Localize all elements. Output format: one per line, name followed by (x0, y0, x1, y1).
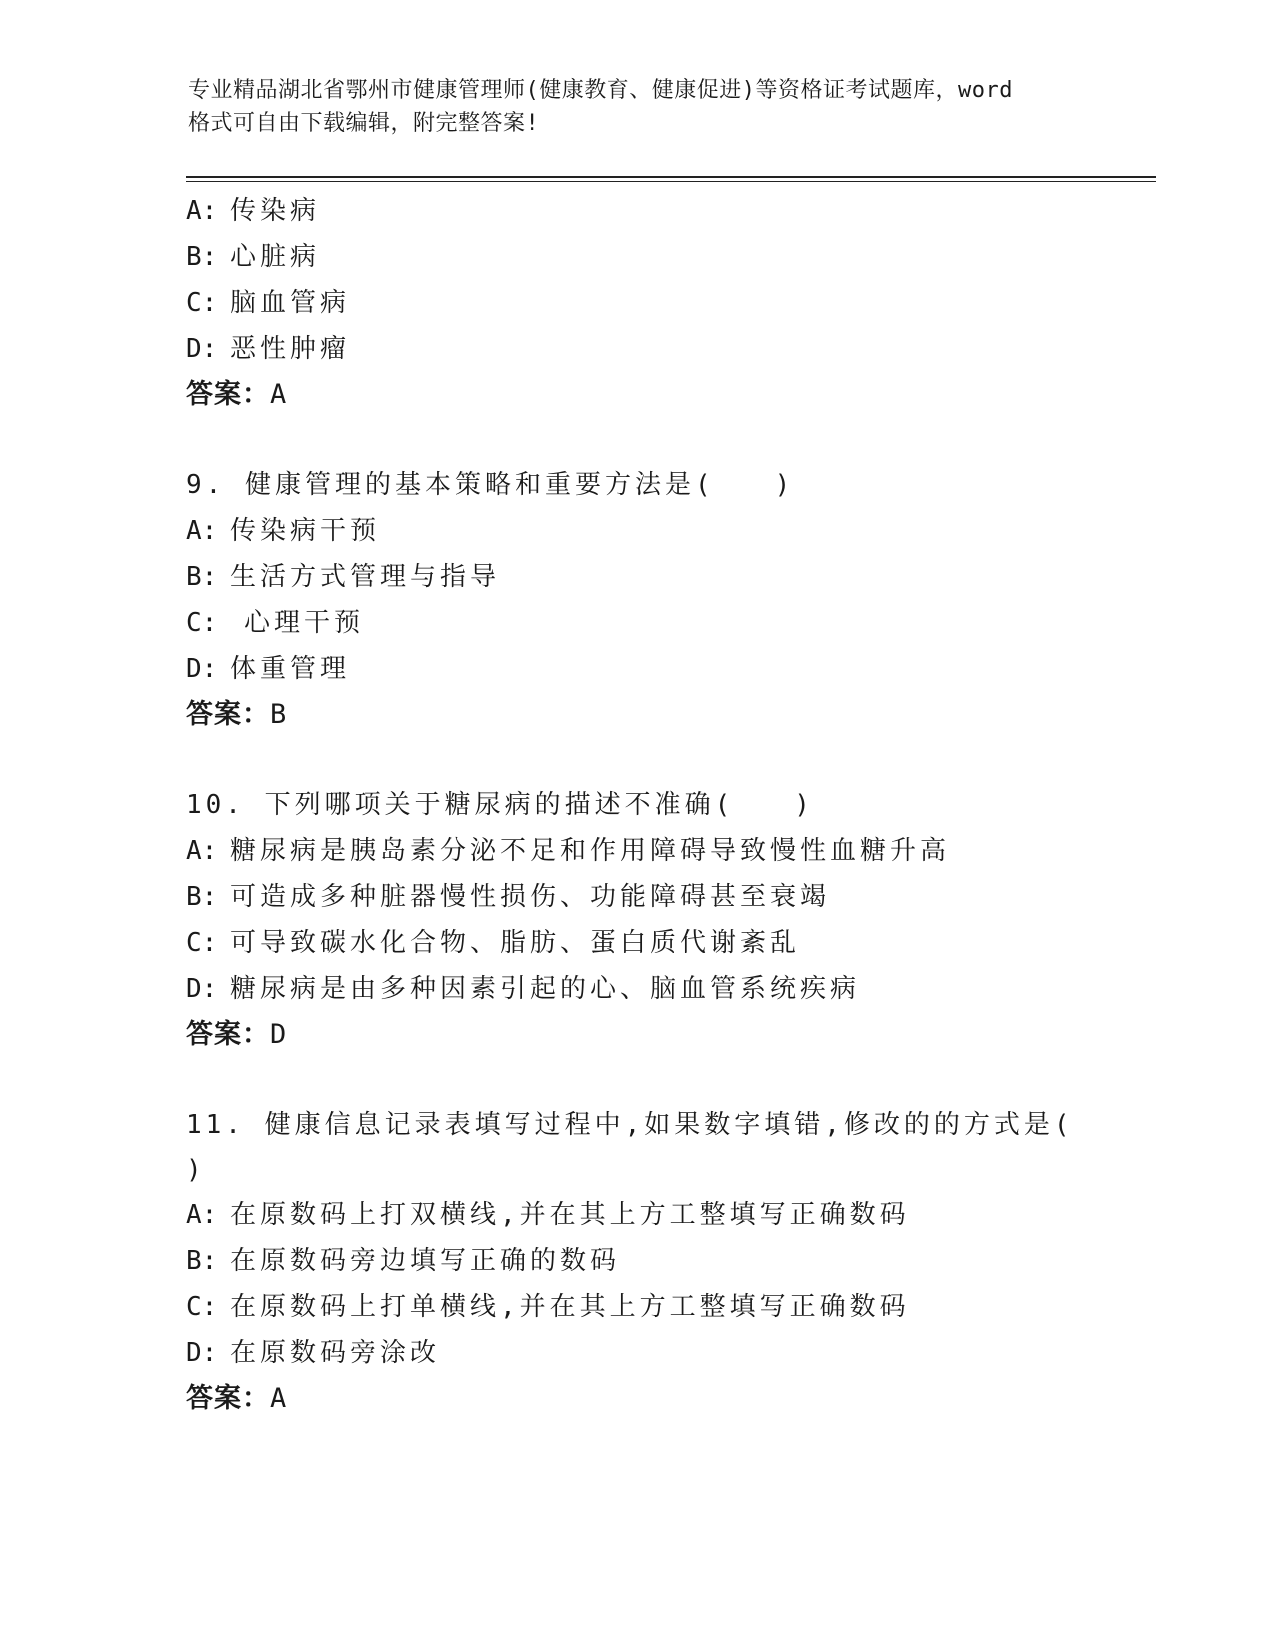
header-line-2: 格式可自由下载编辑，附完整答案! (188, 111, 540, 136)
answer-line: 答案：A (186, 379, 288, 410)
option-c: C: 可导致碳水化合物、脂肪、蛋白质代谢紊乱 (186, 928, 801, 958)
header-line-1: 专业精品湖北省鄂州市健康管理师(健康教育、健康促进)等资格证考试题库，word (188, 78, 1013, 103)
option-a: A: 糖尿病是胰岛素分泌不足和作用障碍导致慢性血糖升高 (186, 836, 951, 866)
option-b: B: 生活方式管理与指导 (186, 562, 501, 592)
answer-line: 答案：D (186, 1019, 288, 1050)
option-c: C: 在原数码上打单横线,并在其上方工整填写正确数码 (186, 1292, 910, 1322)
option-d: D: 在原数码旁涂改 (186, 1338, 441, 1368)
option-d: D: 糖尿病是由多种因素引起的心、脑血管系统疾病 (186, 974, 861, 1004)
question-9 (186, 462, 1166, 738)
question-10 (186, 782, 1166, 1058)
question-list (186, 188, 1166, 1422)
question-8 (186, 188, 1166, 418)
answer-line: 答案：B (186, 699, 288, 730)
option-b: B: 在原数码旁边填写正确的数码 (186, 1246, 621, 1276)
question-stem: 9. 健康管理的基本策略和重要方法是( ) (186, 470, 795, 500)
document-header (188, 74, 1088, 140)
option-a: A: 在原数码上打双横线,并在其上方工整填写正确数码 (186, 1200, 910, 1230)
option-b: B: 心脏病 (186, 242, 321, 272)
answer-line: 答案：A (186, 1383, 288, 1414)
question-stem: 11. 健康信息记录表填写过程中,如果数字填错,修改的的方式是( (186, 1110, 1074, 1140)
option-d: D: 体重管理 (186, 654, 351, 684)
option-a: A: 传染病干预 (186, 516, 381, 546)
header-rule-thin (186, 181, 1156, 182)
question-stem-continuation: ) (186, 1155, 206, 1185)
question-11 (186, 1102, 1166, 1422)
option-a: A: 传染病 (186, 196, 321, 226)
question-stem: 10. 下列哪项关于糖尿病的描述不准确( ) (186, 790, 814, 820)
option-c: C: 心理干预 (186, 608, 365, 638)
option-d: D: 恶性肿瘤 (186, 334, 351, 364)
header-rule-thick (186, 176, 1156, 178)
option-c: C: 脑血管病 (186, 288, 351, 318)
option-b: B: 可造成多种脏器慢性损伤、功能障碍甚至衰竭 (186, 882, 831, 912)
